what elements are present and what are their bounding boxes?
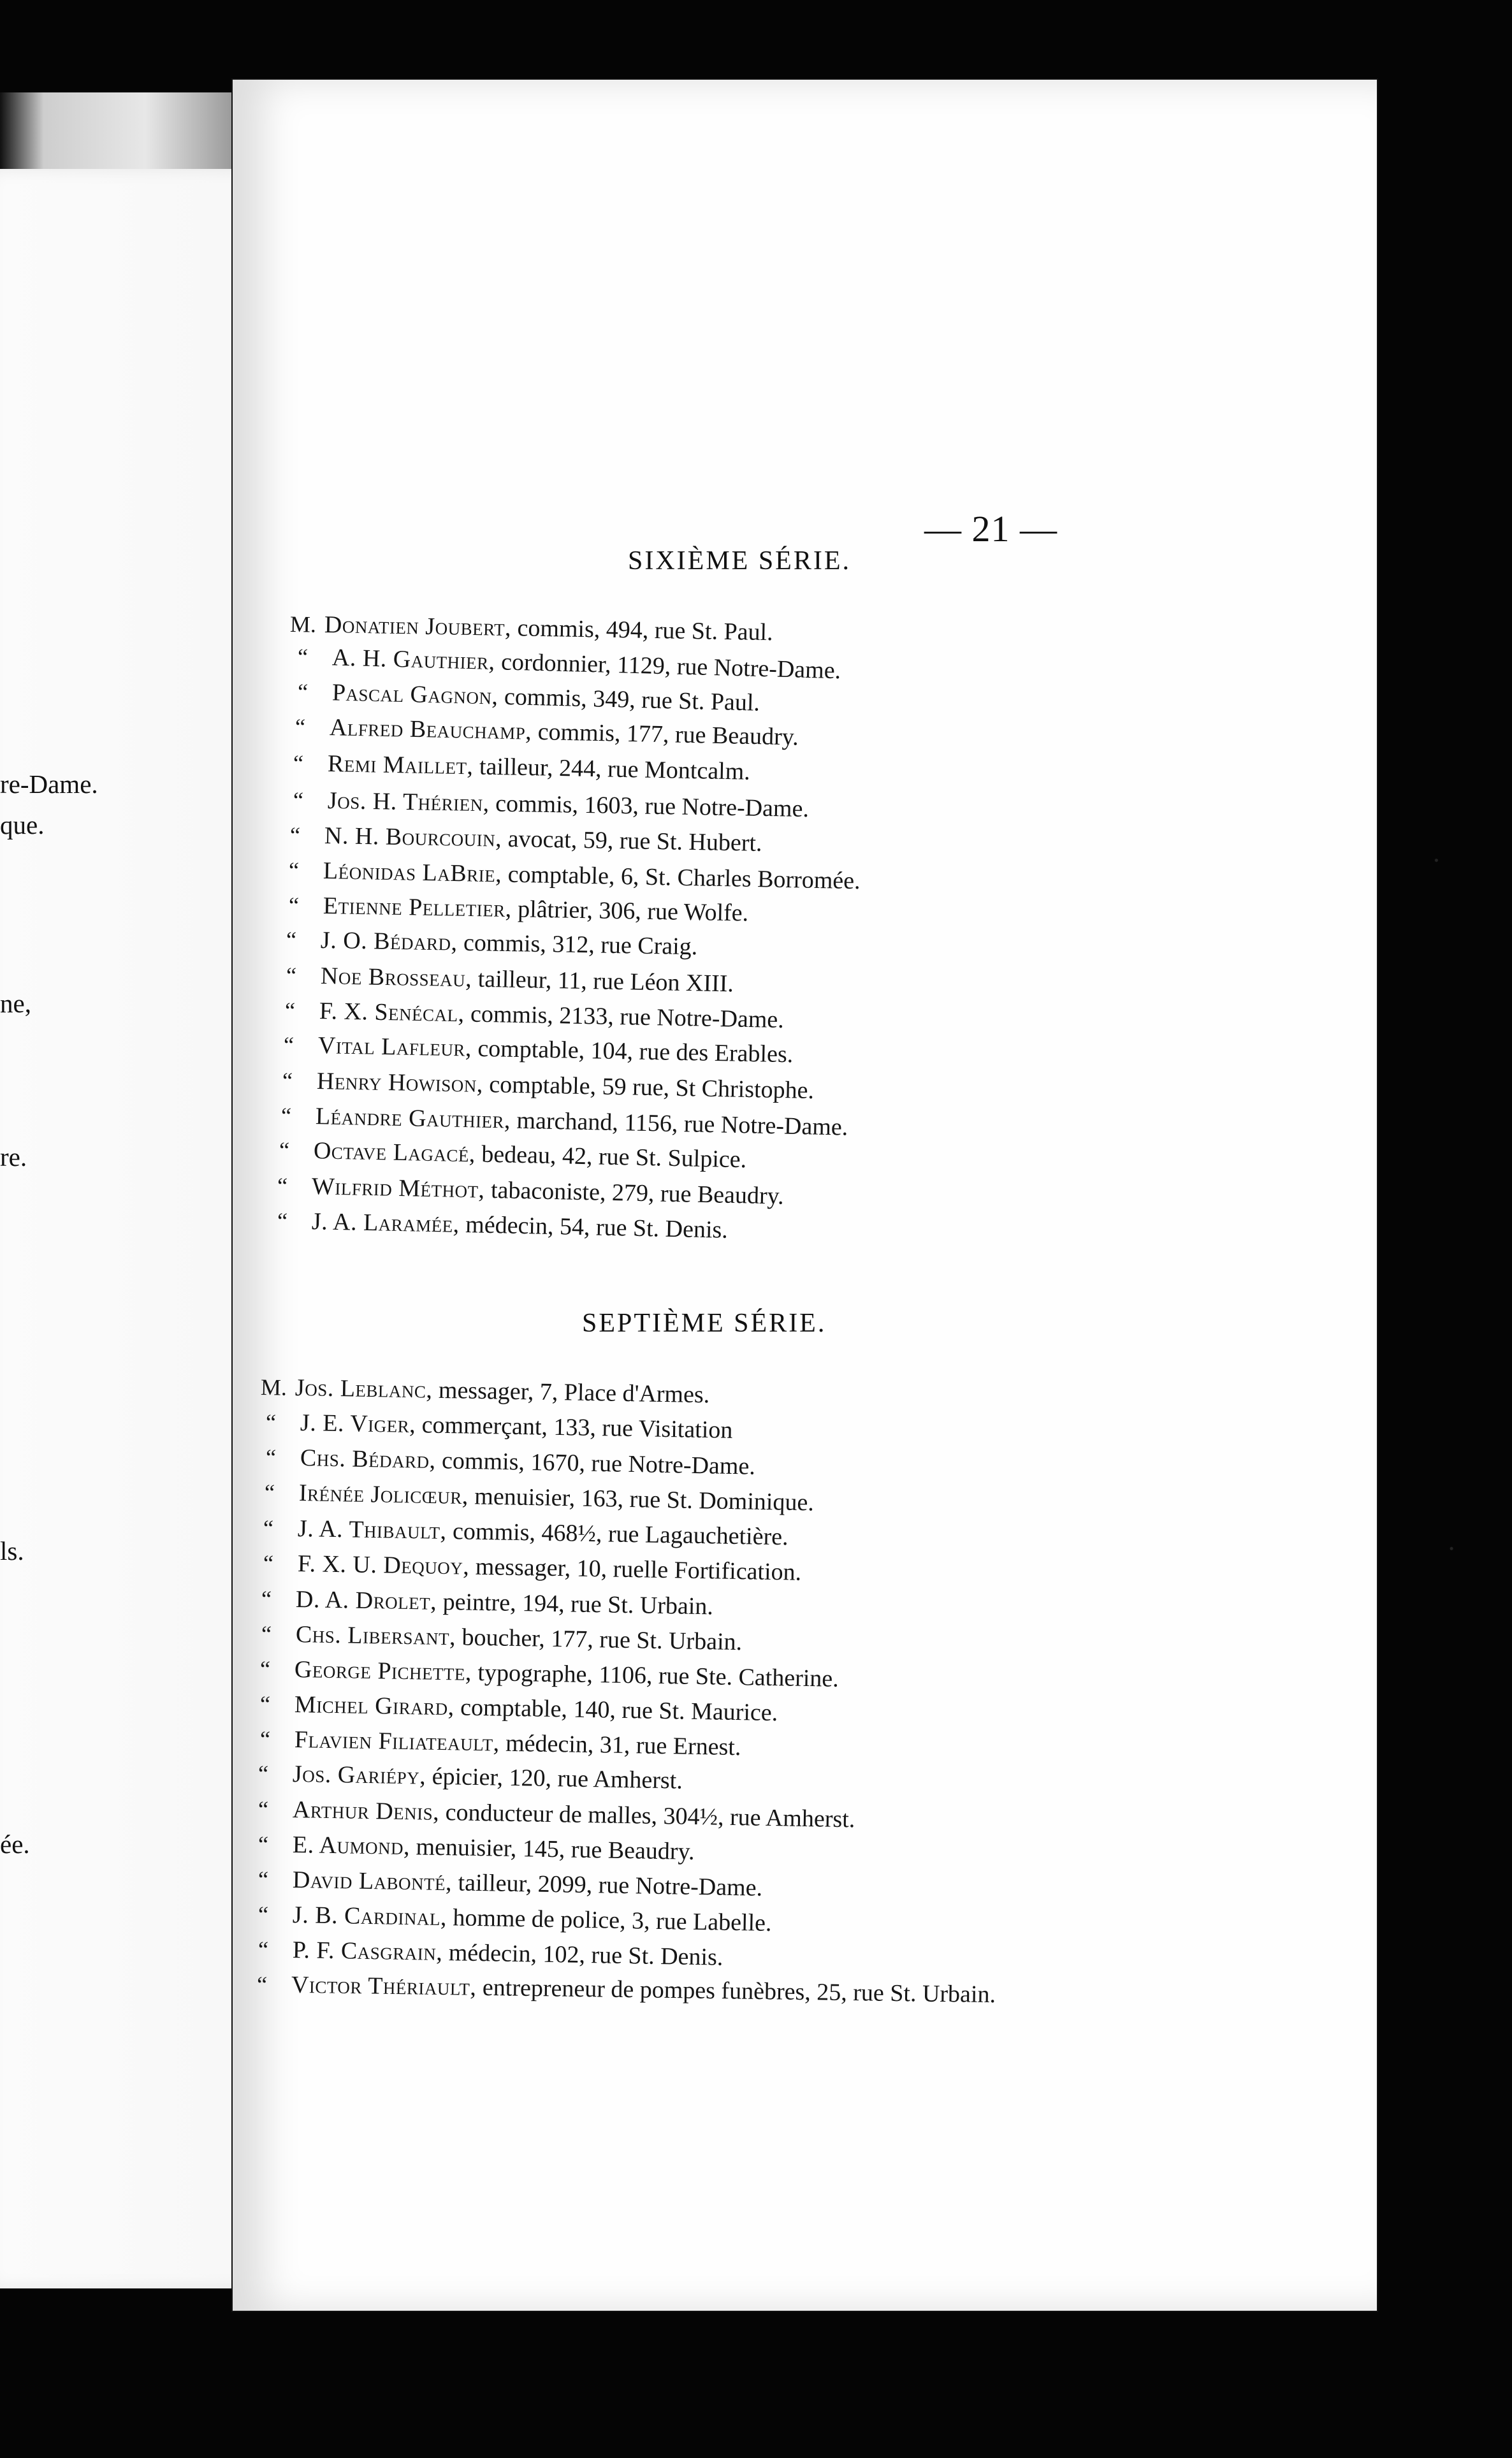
entry-detail: menuisier, 163, rue St. Dominique. (474, 1483, 815, 1516)
entry-detail: marchand, 1156, rue Notre-Dame. (516, 1107, 848, 1141)
directory-entry (261, 1622, 743, 1654)
directory-entry (258, 1867, 763, 1900)
entry-name: P. F. Casgrain, (292, 1936, 443, 1967)
sixieme-serie-title: SIXIÈME SÉRIE. (628, 546, 851, 576)
entry-detail: commis, 1670, rue Notre-Dame. (441, 1447, 756, 1480)
left-page-fragment: que. (0, 810, 45, 840)
directory-entry (286, 963, 734, 996)
entry-name: Chs. Libersant, (295, 1620, 456, 1651)
directory-entry (290, 612, 773, 644)
entry-name: E. Aumond, (292, 1831, 411, 1861)
entry-prefix: “ (279, 1137, 290, 1163)
entry-detail: messager, 7, Place d'Armes. (438, 1376, 710, 1409)
entry-detail: tailleur, 244, rue Montcalm. (479, 753, 751, 785)
entry-prefix: “ (261, 1586, 272, 1612)
entry-name: J. B. Cardinal, (292, 1901, 447, 1931)
directory-entry (260, 1657, 839, 1691)
directory-entry (257, 1972, 996, 2007)
entry-detail: menuisier, 145, rue Beaudry. (416, 1833, 695, 1865)
entry-detail: typographe, 1106, rue Ste. Catherine. (477, 1659, 840, 1692)
entry-detail: comptable, 59 rue, St Christophe. (488, 1071, 815, 1105)
entry-name: Léandre Gauthier, (315, 1103, 511, 1134)
entry-name: Arthur Denis, (292, 1796, 440, 1826)
directory-entry (281, 1103, 848, 1140)
entry-prefix: “ (264, 1480, 275, 1506)
entry-name: Vital Lafleur, (317, 1032, 472, 1062)
entry-name: Pascal Gagnon, (331, 679, 499, 710)
directory-entry (258, 1797, 855, 1831)
entry-prefix: “ (263, 1550, 274, 1576)
entry-detail: commis, 2133, rue Notre-Dame. (470, 1000, 785, 1034)
entry-detail: commerçant, 133, rue Visitation (421, 1411, 733, 1444)
entry-prefix: “ (259, 1726, 271, 1752)
directory-entry (277, 1209, 729, 1242)
left-page-fragment: re. (0, 1142, 27, 1172)
directory-entry (298, 644, 841, 683)
entry-name: Jos. Gariépy, (292, 1760, 426, 1790)
directory-entry (289, 858, 861, 893)
directory-entry (293, 788, 810, 821)
entry-prefix: “ (277, 1208, 288, 1234)
directory-entry (285, 998, 785, 1032)
entry-detail: commis, 1603, rue Notre-Dame. (495, 790, 810, 823)
entry-name: A. H. Gauthier, (331, 644, 496, 676)
directory-entry (263, 1516, 789, 1549)
entry-detail: commis, 494, rue St. Paul. (517, 614, 773, 646)
entry-detail: médecin, 102, rue St. Denis. (448, 1939, 723, 1971)
entry-name: Victor Thériault, (291, 1971, 477, 2001)
entry-detail: boucher, 177, rue St. Urbain. (462, 1624, 743, 1656)
entry-prefix: “ (256, 1972, 268, 1998)
entry-prefix: “ (286, 927, 297, 953)
entry-detail: commis, 177, rue Beaudry. (537, 718, 799, 751)
entry-prefix: “ (258, 1866, 269, 1893)
directory-entry (293, 751, 751, 784)
entry-name: Remi Maillet, (327, 750, 474, 780)
entry-name: F. X. Senécal, (319, 998, 465, 1028)
entry-prefix: “ (258, 1761, 269, 1787)
left-page-fragment: ée. (0, 1829, 30, 1859)
directory-entry (282, 1068, 815, 1103)
entry-prefix: “ (289, 822, 301, 848)
entry-prefix: “ (294, 714, 306, 740)
entry-prefix: “ (293, 787, 304, 813)
septieme-serie-title: SEPTIÈME SÉRIE. (582, 1309, 827, 1338)
entry-name: Michel Girard, (294, 1691, 455, 1721)
directory-entry (261, 1587, 714, 1618)
entry-detail: tabaconiste, 279, rue Beaudry. (490, 1177, 785, 1210)
entry-prefix: “ (265, 1409, 277, 1436)
directory-entry (258, 1902, 772, 1935)
entry-detail: comptable, 104, rue des Erables. (477, 1035, 794, 1068)
entry-name: F. X. U. Dequoy, (297, 1550, 470, 1580)
directory-entry (277, 1174, 784, 1209)
entry-detail: conducteur de malles, 304½, rue Amherst. (445, 1799, 855, 1833)
entry-prefix: “ (258, 1831, 269, 1858)
entry-prefix: “ (277, 1173, 288, 1199)
entry-prefix: “ (284, 998, 296, 1024)
directory-entry (261, 1375, 710, 1407)
left-page-top-strip (0, 92, 242, 182)
entry-prefix: “ (286, 963, 297, 989)
entry-prefix: M. (289, 611, 317, 637)
entry-prefix: “ (259, 1691, 271, 1717)
directory-entry (286, 927, 698, 959)
entry-detail: messager, 10, ruelle Fortification. (475, 1553, 802, 1586)
left-page (0, 169, 265, 2288)
entry-name: Flavien Filiateault, (294, 1726, 500, 1757)
entry-prefix: “ (258, 1796, 269, 1822)
entry-detail: entrepreneur de pompes funèbres, 25, rue St. Urbain. (482, 1974, 996, 2009)
entry-name: Léonidas LaBrie, (323, 857, 502, 888)
entry-name: Chs. Bédard, (300, 1444, 437, 1474)
directory-entry (258, 1937, 723, 1970)
directory-entry (265, 1480, 815, 1515)
entry-name: Jos. H. Thérien, (327, 787, 490, 817)
directory-entry (279, 1138, 747, 1172)
entry-detail: médecin, 54, rue St. Denis. (465, 1211, 729, 1244)
directory-entry (260, 1692, 778, 1725)
entry-name: Wilfrid Méthot, (311, 1173, 486, 1204)
entry-detail: plâtrier, 306, rue Wolfe. (517, 896, 749, 927)
entry-name: J. O. Bédard, (320, 926, 458, 956)
entry-prefix: “ (297, 644, 309, 670)
entry-name: J. A. Thibault, (297, 1515, 447, 1545)
entry-prefix: “ (283, 1032, 294, 1058)
entry-name: J. A. Laramée, (311, 1208, 460, 1238)
entry-detail: médecin, 31, rue Ernest. (505, 1729, 741, 1761)
entry-prefix: “ (261, 1621, 272, 1647)
entry-detail: homme de police, 3, rue Labelle. (453, 1904, 772, 1937)
entry-prefix: “ (280, 1103, 292, 1129)
entry-prefix: “ (263, 1515, 274, 1541)
left-page-fragment: ne, (0, 989, 31, 1018)
entry-prefix: “ (258, 1937, 269, 1963)
page-number: — 21 — (924, 508, 1058, 549)
directory-entry (289, 893, 749, 926)
entry-prefix: “ (258, 1902, 269, 1928)
entry-name: J. E. Viger, (300, 1409, 416, 1439)
directory-entry (266, 1410, 733, 1443)
left-page-fragment: ls. (0, 1536, 24, 1566)
entry-name: Octave Lagacé, (313, 1137, 476, 1168)
entry-name: N. H. Bourcouin, (324, 822, 502, 852)
entry-prefix: “ (282, 1068, 293, 1094)
directory-entry (258, 1761, 683, 1793)
entry-prefix: “ (259, 1656, 271, 1682)
entry-detail: bedeau, 42, rue St. Sulpice. (481, 1140, 747, 1174)
entry-detail: tailleur, 2099, rue Notre-Dame. (458, 1869, 763, 1902)
entry-name: Donatien Joubert, (324, 611, 512, 642)
entry-detail: cordonnier, 1129, rue Notre-Dame. (500, 648, 841, 685)
entry-prefix: “ (288, 892, 300, 919)
entry-name: Jos. Leblanc, (294, 1374, 433, 1404)
entry-name: Irénée Jolicœur, (298, 1480, 469, 1510)
entry-detail: épicier, 120, rue Amherst. (432, 1763, 683, 1794)
directory-entry (298, 680, 760, 715)
entry-detail: commis, 349, rue St. Paul. (504, 683, 760, 716)
entry-name: David Labonté, (292, 1866, 453, 1896)
directory-entry (284, 1033, 794, 1066)
page-content (233, 80, 1377, 2311)
entry-detail: comptable, 6, St. Charles Borromée. (507, 861, 861, 895)
entry-detail: commis, 468½, rue Lagauchetière. (452, 1518, 789, 1551)
entry-detail: commis, 312, rue Craig. (463, 929, 698, 961)
entry-name: George Pichette, (294, 1655, 472, 1686)
entry-name: Henry Howison, (316, 1068, 484, 1098)
entry-detail: tailleur, 11, rue Léon XIII. (477, 965, 734, 998)
entry-name: Etienne Pelletier, (323, 892, 512, 923)
entry-prefix: “ (293, 750, 304, 776)
directory-entry (290, 823, 762, 855)
entry-prefix: M. (260, 1374, 287, 1400)
directory-entry (258, 1832, 695, 1864)
directory-entry (266, 1445, 756, 1479)
entry-detail: peintre, 194, rue St. Urbain. (442, 1588, 714, 1620)
directory-entry (260, 1727, 741, 1759)
entry-prefix: “ (265, 1444, 277, 1471)
entry-prefix: “ (297, 679, 309, 705)
entry-detail: avocat, 59, rue St. Hubert. (507, 825, 762, 857)
directory-entry (263, 1551, 802, 1585)
entry-prefix: “ (288, 857, 300, 884)
directory-entry (295, 715, 799, 750)
entry-name: D. A. Drolet, (295, 1585, 437, 1615)
entry-detail: comptable, 140, rue St. Maurice. (460, 1694, 778, 1727)
entry-name: Noe Brosseau, (320, 963, 472, 993)
left-page-fragment: re-Dame. (0, 769, 98, 799)
scanned-page (233, 80, 1377, 2311)
entry-name: Alfred Beauchamp, (329, 714, 532, 745)
